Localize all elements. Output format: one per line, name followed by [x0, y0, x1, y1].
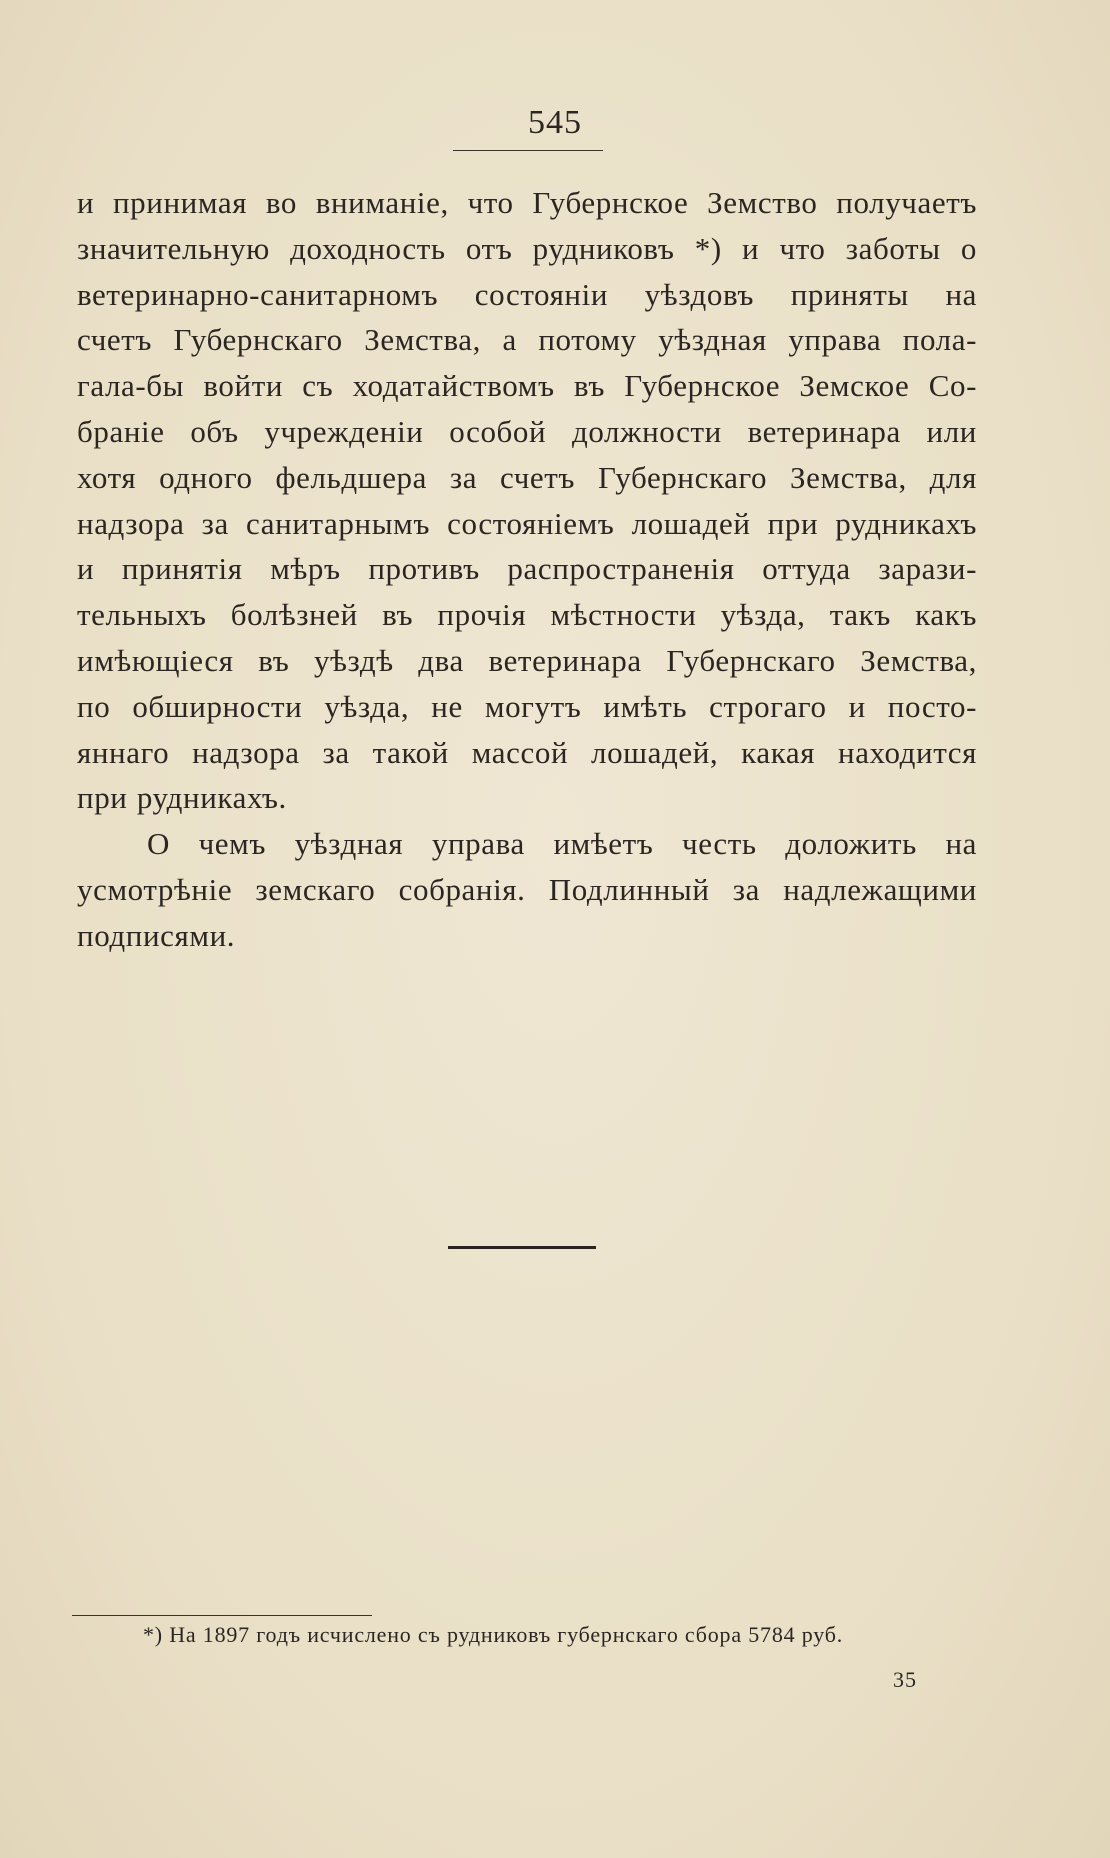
text-line: и принимая во вниманіе, что Губернское Земство получаетъ	[77, 185, 977, 220]
signature-mark: 35	[893, 1667, 917, 1692]
text-line: хотя одного фельдшера за счетъ Губернскаго Земства, для	[77, 459, 977, 495]
text-line: О чемъ уѣздная управа имѣетъ честь доложить на	[147, 826, 977, 862]
text-line: браніе объ учрежденіи особой должности ветеринара или	[77, 413, 977, 449]
text-line: значительную доходность отъ рудниковъ *) и что заботы о	[77, 230, 977, 266]
text-line: тельныхъ болѣзней въ прочія мѣстности уѣзда, такъ какъ	[77, 597, 977, 633]
header-rule	[453, 150, 603, 151]
text-line: счетъ Губернскаго Земства, а потому уѣздная управа пола-	[77, 322, 977, 358]
text-line: имѣющіеся въ уѣздѣ два ветеринара Губернскаго Земства,	[77, 642, 977, 678]
body-text	[77, 180, 977, 959]
footnote-rule	[72, 1615, 372, 1616]
section-end-rule	[448, 1246, 596, 1249]
text-line: яннаго надзора за такой массой лошадей, какая находится	[77, 734, 977, 770]
text-line: надзора за санитарнымъ состояніемъ лошадей при рудникахъ	[77, 505, 977, 541]
text-line: при рудникахъ.	[77, 780, 287, 816]
text-line: и принятія мѣръ противъ распространенія оттуда зарази-	[77, 551, 977, 587]
text-line: ветеринарно-санитарномъ состояніи уѣздовъ приняты на	[77, 276, 977, 312]
text-line: гала-бы войти съ ходатайствомъ въ Губернское Земское Со-	[77, 368, 977, 404]
text-line: по обширности уѣзда, не могутъ имѣть строгаго и посто-	[77, 688, 977, 724]
footnote: *) На 1897 годъ исчислено съ рудниковъ губернскаго сбора 5784 руб.	[143, 1622, 844, 1647]
text-line: усмотрѣніе земскаго собранія. Подлинный за надлежащими	[77, 871, 977, 907]
text-line: подписями.	[77, 917, 236, 953]
page-number: 545	[528, 104, 582, 141]
